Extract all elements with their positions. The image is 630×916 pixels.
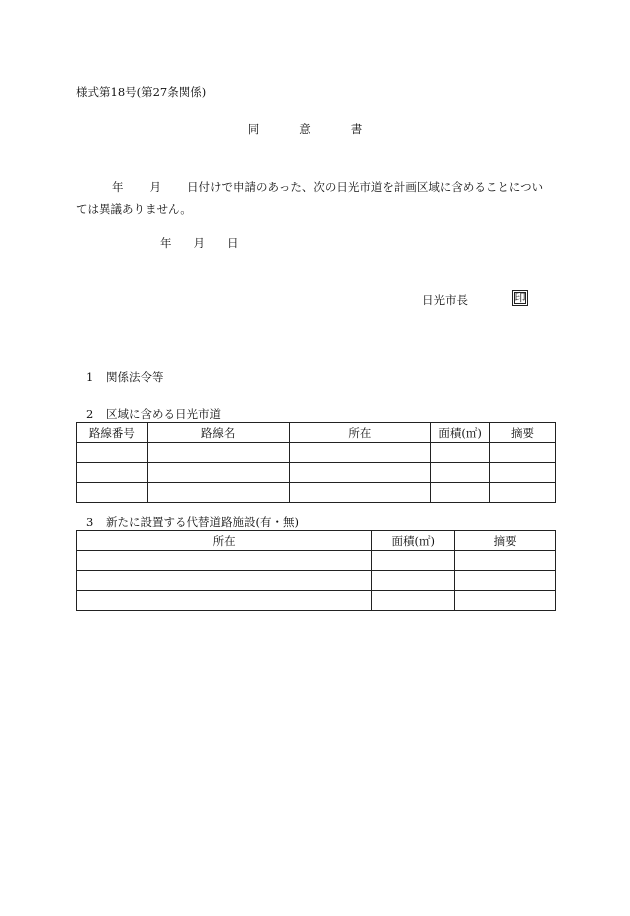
form-number: 様式第18号(第27条関係)	[76, 85, 207, 99]
table-cell[interactable]	[147, 463, 289, 483]
col-header-route-name: 路線名	[147, 423, 289, 443]
section-1-label: 関係法令等	[106, 370, 164, 384]
section-1-number: 1	[86, 370, 94, 384]
table-cell[interactable]	[455, 551, 556, 571]
section-3-heading	[86, 514, 299, 530]
section-1-heading	[86, 369, 164, 385]
table-cell[interactable]	[372, 591, 455, 611]
table-cell[interactable]	[490, 463, 556, 483]
section-3-label: 新たに設置する代替道路施設(有・無)	[106, 515, 299, 529]
municipal-road-table	[76, 422, 556, 503]
title-char-3: 書	[350, 122, 363, 136]
table-cell[interactable]	[77, 463, 148, 483]
table-cell[interactable]	[455, 591, 556, 611]
table-row	[77, 483, 556, 503]
document-title	[0, 121, 630, 137]
body-text-rest: 日付けで申請のあった、次の日光市道を計画区域に含めることについ	[187, 180, 544, 194]
section-2-heading	[86, 406, 221, 422]
table-cell[interactable]	[289, 483, 431, 503]
mayor-signature-label: 日光市長	[422, 293, 468, 307]
table-cell[interactable]	[455, 571, 556, 591]
table-cell[interactable]	[431, 463, 490, 483]
table-cell[interactable]	[289, 463, 431, 483]
date-month-label: 月	[193, 236, 205, 250]
table-cell[interactable]	[77, 571, 372, 591]
table-row	[77, 443, 556, 463]
table-cell[interactable]	[372, 571, 455, 591]
section-2-number: 2	[86, 407, 94, 421]
table-cell[interactable]	[147, 443, 289, 463]
table-cell[interactable]	[77, 551, 372, 571]
body-text-line-1	[112, 179, 543, 195]
section-3-number: 3	[86, 515, 94, 529]
col-header-remarks: 摘要	[490, 423, 556, 443]
table-row	[77, 591, 556, 611]
date-line	[160, 235, 239, 251]
table-cell[interactable]	[77, 443, 148, 463]
table-header-row	[77, 531, 556, 551]
body-text-line-2: ては異議ありません。	[76, 202, 192, 216]
table-cell[interactable]	[490, 443, 556, 463]
col-header-area: 面積(㎡)	[372, 531, 455, 551]
col-header-location: 所在	[77, 531, 372, 551]
table-cell[interactable]	[372, 551, 455, 571]
alternate-road-table	[76, 530, 556, 611]
body-month-label: 月	[149, 180, 161, 194]
date-day-label: 日	[227, 236, 239, 250]
body-year-label: 年	[112, 180, 124, 194]
col-header-remarks: 摘要	[455, 531, 556, 551]
table-row	[77, 571, 556, 591]
table-cell[interactable]	[490, 483, 556, 503]
seal-mark: 印	[512, 290, 528, 306]
table-cell[interactable]	[77, 591, 372, 611]
section-2-label: 区域に含める日光市道	[106, 407, 221, 421]
col-header-location: 所在	[289, 423, 431, 443]
table-cell[interactable]	[147, 483, 289, 503]
table-cell[interactable]	[289, 443, 431, 463]
date-year-label: 年	[160, 236, 172, 250]
table-cell[interactable]	[77, 483, 148, 503]
col-header-route-number: 路線番号	[77, 423, 148, 443]
table-row	[77, 551, 556, 571]
title-char-1: 同	[247, 122, 260, 136]
col-header-area: 面積(㎡)	[431, 423, 490, 443]
title-char-2: 意	[299, 122, 311, 136]
table-cell[interactable]	[431, 443, 490, 463]
table-row	[77, 463, 556, 483]
table-cell[interactable]	[431, 483, 490, 503]
table-header-row	[77, 423, 556, 443]
